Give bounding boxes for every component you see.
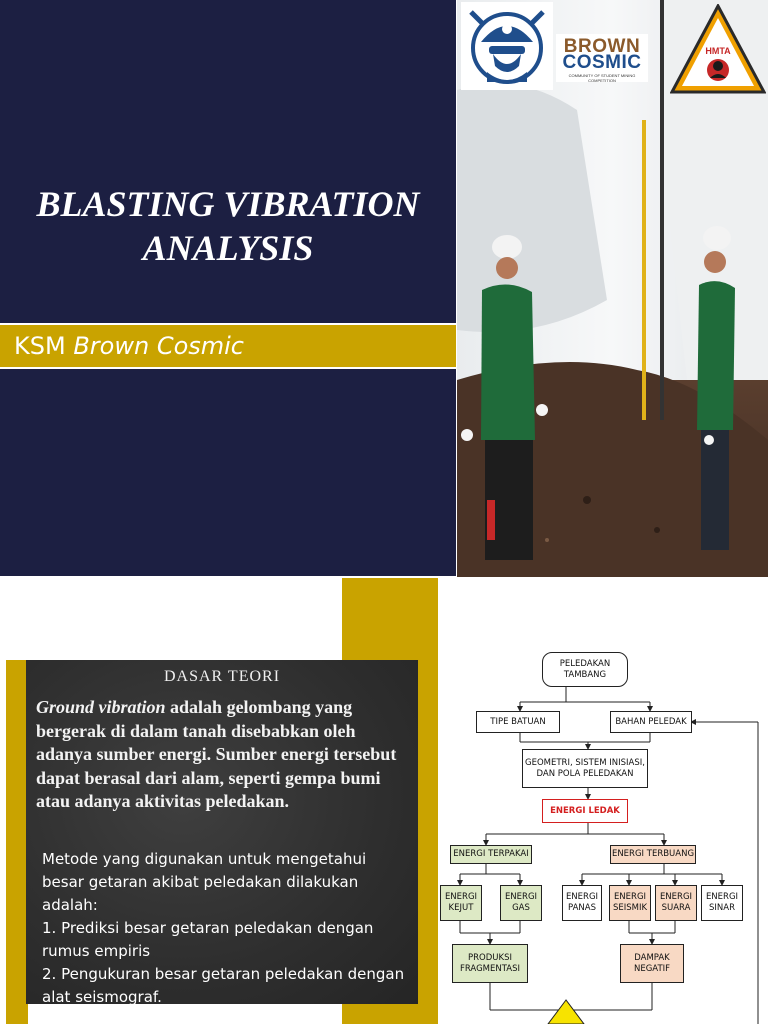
flow-node-produksi-fragmentasi: PRODUKSI FRAGMENTASI (452, 944, 528, 983)
theory-slide (0, 578, 768, 1024)
flow-node-energi-terbuang: ENERGI TERBUANG (610, 845, 696, 864)
subtitle-name: Brown Cosmic (73, 332, 244, 360)
lower-panel-background (0, 369, 456, 576)
brown-cosmic-logo-word-1: BROWN (563, 36, 641, 57)
subtitle-prefix: KSM (14, 332, 66, 360)
method-item-1: 1. Prediksi besar getaran peledakan dengan rumus empiris (42, 919, 374, 960)
method-paragraph (42, 848, 412, 1009)
flow-node-bahan-peledak: BAHAN PELEDAK (610, 711, 692, 733)
title-panel-background (0, 0, 456, 323)
flow-node-energi-suara: ENERGI SUARA (655, 885, 697, 921)
flow-node-energi-panas: ENERGI PANAS (562, 885, 602, 921)
definition-text: adalah gelombang yang bergerak di dalam tanah disebabkan oleh adanya sumber energi. Sumber energi tersebut dapat berasal dari alam, seperti gempa bumi atau adanya aktivitas peledakan. (36, 697, 397, 811)
section-title: DASAR TEORI (163, 668, 281, 685)
flow-node-energi-kejut: ENERGI KEJUT (440, 885, 482, 921)
flow-node-geometri: GEOMETRI, SISTEM INISIASI, DAN POLA PELEDAKAN (522, 749, 648, 788)
flow-node-peledakan-tambang: PELEDAKAN TAMBANG (542, 652, 628, 687)
flow-node-dampak-negatif: DAMPAK NEGATIF (620, 944, 684, 983)
flow-node-energi-sinar: ENERGI SINAR (701, 885, 743, 921)
definition-paragraph (36, 696, 412, 814)
chalkboard-panel (26, 660, 418, 1004)
blasting-energy-flowchart (438, 638, 768, 1024)
flow-node-tipe-batuan: TIPE BATUAN (476, 711, 560, 733)
slide-title-line-2: ANALYSIS (142, 228, 314, 268)
gold-left-bar (6, 660, 28, 1024)
flow-node-energi-terpakai: ENERGI TERPAKAI (450, 845, 532, 864)
helmet-miner-logo (461, 2, 553, 90)
method-intro: Metode yang digunakan untuk mengetahui besar getaran akibat peledakan dilakukan adalah: (42, 850, 367, 914)
hmta-logo-text: HMTA (705, 46, 731, 56)
flow-node-energi-seismik: ENERGI SEISMIK (609, 885, 651, 921)
slide-subtitle (14, 331, 244, 361)
definition-term: Ground vibration (36, 697, 166, 717)
flow-node-energi-gas: ENERGI GAS (500, 885, 542, 921)
brown-cosmic-logo-word-2: COSMIC (562, 52, 642, 73)
slide-title (0, 182, 456, 270)
hmta-logo (670, 4, 766, 96)
flow-node-energi-ledak: ENERGI LEDAK (542, 799, 628, 823)
brown-cosmic-logo-tagline: COMMUNITY OF STUDENT MINING COMPETITION (568, 73, 636, 83)
slide-title-line-1: BLASTING VIBRATION (36, 184, 420, 224)
brown-cosmic-logo (556, 34, 648, 82)
method-item-2: 2. Pengukuran besar getaran peledakan dengan alat seismograf. (42, 965, 405, 1006)
